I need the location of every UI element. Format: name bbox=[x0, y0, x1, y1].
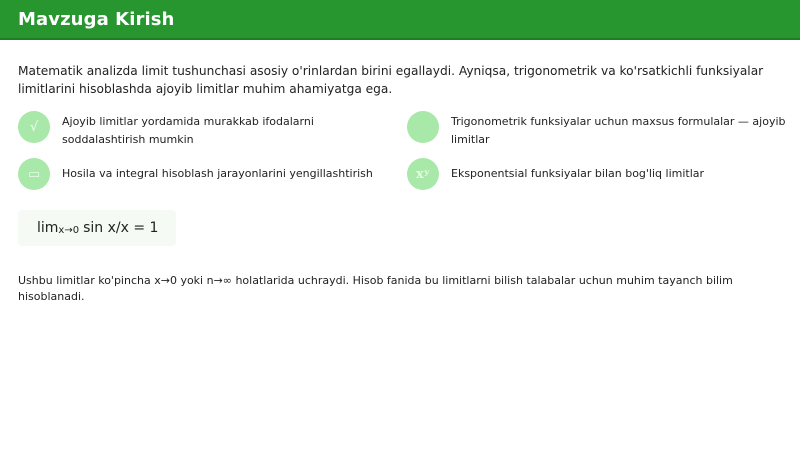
feature-item bbox=[407, 158, 787, 190]
feature-glyph: √ bbox=[29, 119, 39, 135]
square-root-icon bbox=[18, 111, 50, 143]
closing-paragraph: Ushbu limitlar ko'pincha x→0 yoki n→∞ holatlarida uchraydi. Hisob fanida bu limitlarni bilish talabalar uchun muhim tayanch bilim hisoblanadi. bbox=[18, 274, 733, 303]
feature-glyph: xʸ bbox=[415, 166, 431, 182]
feature-item bbox=[18, 111, 398, 149]
formula-box bbox=[18, 210, 176, 246]
feature-text: Eksponentsial funksiyalar bilan bog'liq limitlar bbox=[451, 167, 705, 180]
formula-lim: lim bbox=[37, 220, 59, 236]
calculator-icon bbox=[18, 158, 50, 190]
intro-paragraph: Matematik analizda limit tushunchasi asosiy o'rinlardan birini egallaydi. Ayniqsa, trigonometrik va ko'rsatkichli funksiyalar limitlarini hisoblashda ajoyib limitlar muhim ahamiyatga ega. bbox=[18, 64, 764, 96]
feature-text: Ajoyib limitlar yordamida murakkab ifodalarni soddalashtirish mumkin bbox=[62, 115, 314, 146]
feature-item bbox=[407, 111, 787, 149]
exponent-icon bbox=[407, 158, 439, 190]
feature-text: Hosila va integral hisoblash jarayonlarini yengillashtirish bbox=[62, 167, 373, 180]
feature-text: Trigonometrik funksiyalar uchun maxsus formulalar — ajoyib limitlar bbox=[451, 115, 786, 146]
sine-wave-icon bbox=[407, 111, 439, 143]
header-bar bbox=[0, 0, 800, 40]
feature-glyph: ▭ bbox=[27, 166, 41, 182]
page-title: Mavzuga Kirish bbox=[18, 9, 175, 30]
feature-item bbox=[18, 158, 398, 190]
formula-subscript: x→0 bbox=[58, 224, 80, 236]
formula-expression: sin x/x = 1 bbox=[83, 220, 159, 236]
